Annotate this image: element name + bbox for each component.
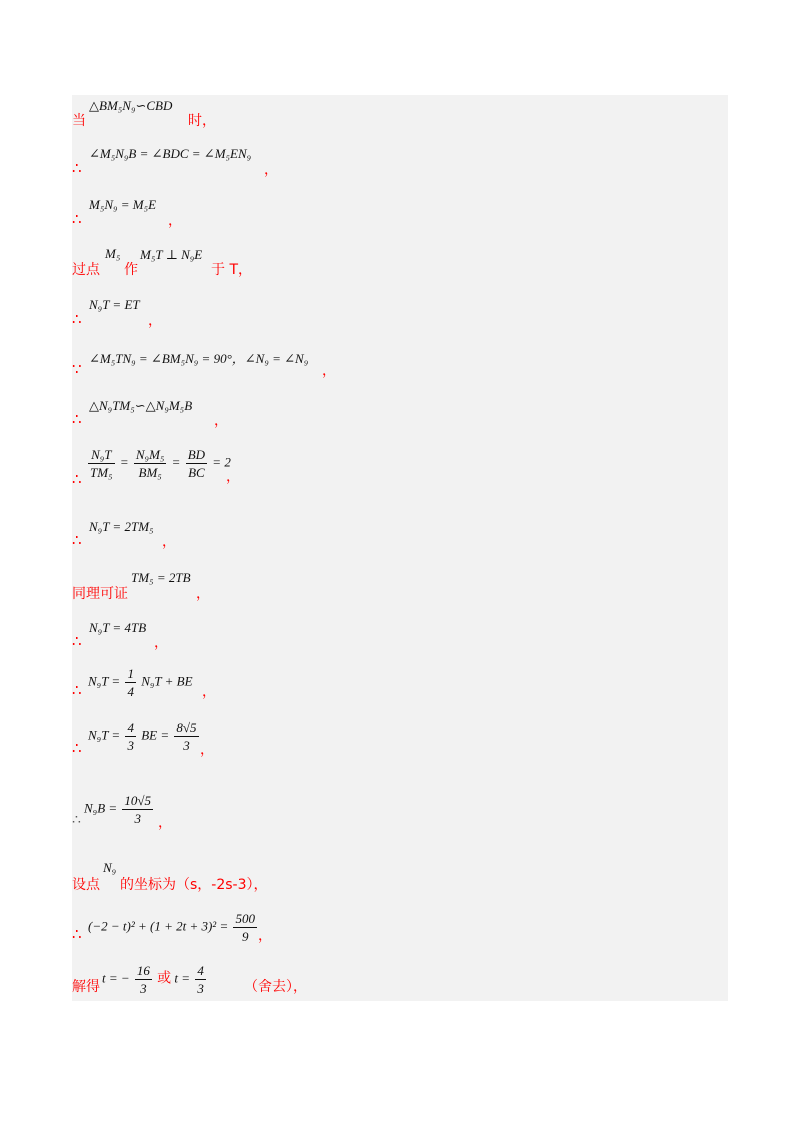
fraction-numerator: 8√5	[176, 720, 197, 735]
therefore-symbol: ∴	[72, 634, 82, 650]
line-mid: 作	[124, 262, 138, 278]
math-expression: TM₅ = 2TB	[131, 570, 191, 585]
math-expression	[88, 665, 193, 700]
line-tail: ，	[148, 313, 162, 329]
line-lead: 设点	[72, 877, 100, 893]
therefore-symbol: ∴	[72, 161, 82, 177]
point-label: N₉	[103, 860, 117, 875]
equation-left: N₉T =	[88, 673, 121, 689]
line-lead: 同理可证	[72, 586, 128, 602]
therefore-symbol: ∴	[72, 927, 82, 943]
line-lead: 过点	[72, 262, 100, 278]
fraction-numerator: 4	[127, 720, 134, 735]
line-tail: ，	[202, 684, 216, 700]
therefore-symbol: ∴	[72, 813, 81, 828]
ratio-equation	[86, 446, 231, 481]
therefore-symbol: ∴	[72, 212, 82, 228]
math-expression: △BM₅N₉∽CBD	[89, 98, 173, 113]
line-tail: ，	[214, 413, 228, 429]
therefore-symbol: ∴	[72, 741, 82, 757]
line-tail: ，	[264, 162, 278, 178]
because-symbol: ∵	[72, 362, 82, 378]
math-expression: M₅T ⊥ N₉E	[140, 247, 203, 262]
equation-right: N₉T + BE	[141, 673, 193, 689]
therefore-symbol: ∴	[72, 472, 82, 488]
therefore-symbol: ∴	[72, 533, 82, 549]
fraction-numerator: N₉M₅	[135, 447, 165, 462]
fraction-numerator: 4	[197, 963, 204, 978]
equation-middle: BE =	[141, 727, 170, 743]
math-expression	[88, 719, 201, 754]
fraction-numerator: 1	[127, 666, 134, 681]
math-expression	[88, 910, 259, 945]
line-tail: ，	[154, 635, 168, 651]
fraction-numerator: 16	[136, 963, 150, 978]
fraction-denominator: BC	[188, 465, 205, 480]
math-expression: N₉T = 4TB	[89, 620, 147, 635]
line-tail: ，	[226, 469, 240, 485]
line-tail: ，	[158, 815, 172, 831]
line-tail: ，	[168, 213, 182, 229]
line-tail: ，	[258, 928, 272, 944]
math-expression: N₉T = 2TM₅	[89, 519, 154, 534]
equation-left: t =	[174, 970, 191, 986]
fraction-numerator: 10√5	[124, 793, 152, 808]
equation-left: N₉B =	[84, 800, 118, 816]
line-tail: 于 T，	[211, 262, 253, 278]
therefore-symbol: ∴	[72, 412, 82, 428]
line-tail: （舍去），	[244, 979, 307, 995]
math-expression: ∠M₅N₉B = ∠BDC = ∠M₅EN₉	[89, 146, 252, 161]
fraction-denominator: 4	[127, 684, 134, 699]
equals-sign: =	[171, 454, 181, 470]
fraction-denominator: 3	[197, 981, 204, 996]
or-word: 或	[157, 970, 172, 987]
math-expression: M₅N₉ = M₅E	[89, 197, 157, 212]
equation-left: N₉T =	[88, 727, 121, 743]
line-tail: 时，	[188, 113, 216, 129]
math-expression: ∠M₅TN₉ = ∠BM₅N₉ = 90°，∠N₉ = ∠N₉	[89, 351, 309, 366]
math-expression	[102, 962, 208, 997]
line-lead: 当	[72, 113, 86, 129]
therefore-symbol: ∴	[72, 312, 82, 328]
fraction-denominator: BM₅	[138, 465, 162, 480]
fraction-denominator: 9	[241, 929, 249, 944]
line-tail: ，	[162, 534, 176, 550]
fraction-denominator: 3	[183, 738, 190, 753]
line-tail: ，	[196, 586, 210, 602]
line-tail: ，	[200, 742, 214, 758]
fraction-denominator: TM₅	[90, 465, 113, 480]
therefore-symbol: ∴	[72, 683, 82, 699]
equation-rest: = 2	[212, 454, 231, 470]
fraction-numerator: BD	[187, 447, 206, 462]
fraction-denominator: 3	[140, 981, 147, 996]
math-point: M₅	[105, 246, 121, 261]
equals-sign: =	[119, 454, 129, 470]
math-expression: △N₉TM₅∽△N₉M₅B	[89, 398, 193, 413]
equation-left: (−2 − t)² + (1 + 2t + 3)² =	[88, 918, 229, 934]
math-expression	[84, 792, 155, 827]
math-expression: N₉T = ET	[89, 297, 140, 312]
fraction-denominator: 3	[127, 738, 134, 753]
fraction-denominator: 3	[134, 811, 141, 826]
equation-left: t = −	[102, 970, 130, 986]
fraction-numerator: N₉T	[88, 446, 115, 464]
fraction-numerator: 500	[235, 911, 255, 926]
line-tail: 的坐标为（s，-2s-3），	[120, 877, 268, 893]
line-tail: ，	[322, 363, 336, 379]
line-lead: 解得	[72, 979, 100, 995]
